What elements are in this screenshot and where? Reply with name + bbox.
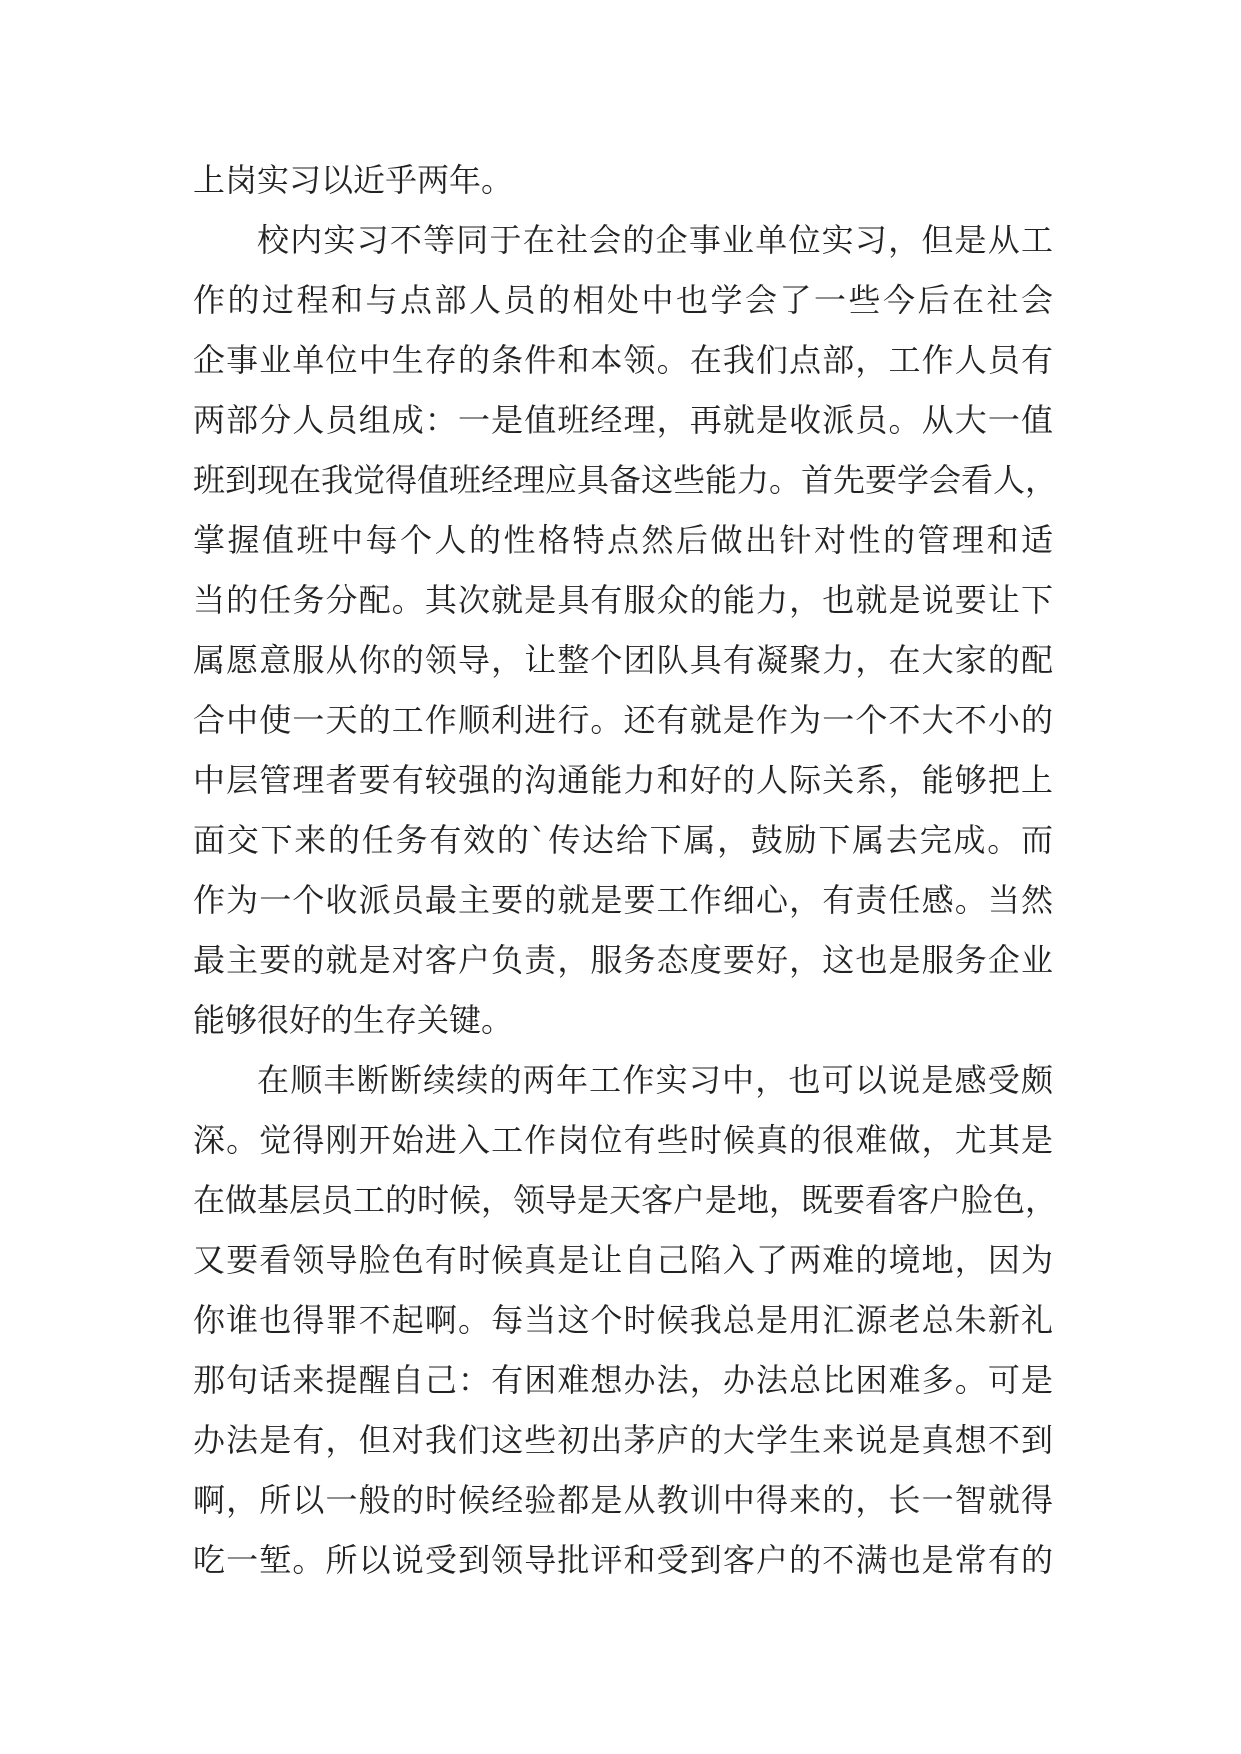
paragraph-first-line: 在顺丰断断续续的两年工作实习中，也可以说是感受颇 [257, 1061, 1053, 1099]
text-line: 合中使一天的工作顺利进行。还有就是作为一个不大不小的 [193, 701, 1053, 739]
text-line: 掌握值班中每个人的性格特点然后做出针对性的管理和适 [193, 521, 1053, 559]
text-line: 当的任务分配。其次就是具有服众的能力，也就是说要让下 [193, 581, 1053, 619]
body-text [193, 150, 1058, 1590]
text-line: 属愿意服从你的领导，让整个团队具有凝聚力，在大家的配 [193, 641, 1053, 679]
text-line: 中层管理者要有较强的沟通能力和好的人际关系，能够把上 [193, 761, 1053, 799]
text-line: 你谁也得罪不起啊。每当这个时候我总是用汇源老总朱新礼 [193, 1301, 1053, 1339]
text-line: 深。觉得刚开始进入工作岗位有些时候真的很难做，尤其是 [193, 1121, 1053, 1159]
text-line: 两部分人员组成：一是值班经理，再就是收派员。从大一值 [193, 401, 1053, 439]
text-line: 作的过程和与点部人员的相处中也学会了一些今后在社会 [193, 281, 1053, 319]
text-line: 上岗实习以近乎两年。 [193, 161, 514, 199]
text-line: 那句话来提醒自己：有困难想办法，办法总比困难多。可是 [193, 1361, 1053, 1399]
text-line: 吃一堑。所以说受到领导批评和受到客户的不满也是常有的 [193, 1541, 1053, 1579]
text-line: 啊，所以一般的时候经验都是从教训中得来的，长一智就得 [193, 1481, 1053, 1519]
text-line: 面交下来的任务有效的`传达给下属，鼓励下属去完成。而 [193, 821, 1053, 859]
text-line: 在做基层员工的时候，领导是天客户是地，既要看客户脸色， [193, 1181, 1058, 1219]
text-line: 办法是有，但对我们这些初出茅庐的大学生来说是真想不到 [193, 1421, 1053, 1459]
text-line: 班到现在我觉得值班经理应具备这些能力。首先要学会看人， [193, 461, 1058, 499]
paragraph-first-line: 校内实习不等同于在社会的企事业单位实习，但是从工 [257, 221, 1053, 259]
text-line: 作为一个收派员最主要的就是要工作细心，有责任感。当然 [193, 881, 1053, 919]
text-line: 最主要的就是对客户负责，服务态度要好，这也是服务企业 [193, 941, 1053, 979]
text-line: 又要看领导脸色有时候真是让自己陷入了两难的境地，因为 [193, 1241, 1053, 1279]
text-line: 能够很好的生存关键。 [193, 1001, 514, 1039]
text-line: 企事业单位中生存的条件和本领。在我们点部，工作人员有 [193, 341, 1053, 379]
